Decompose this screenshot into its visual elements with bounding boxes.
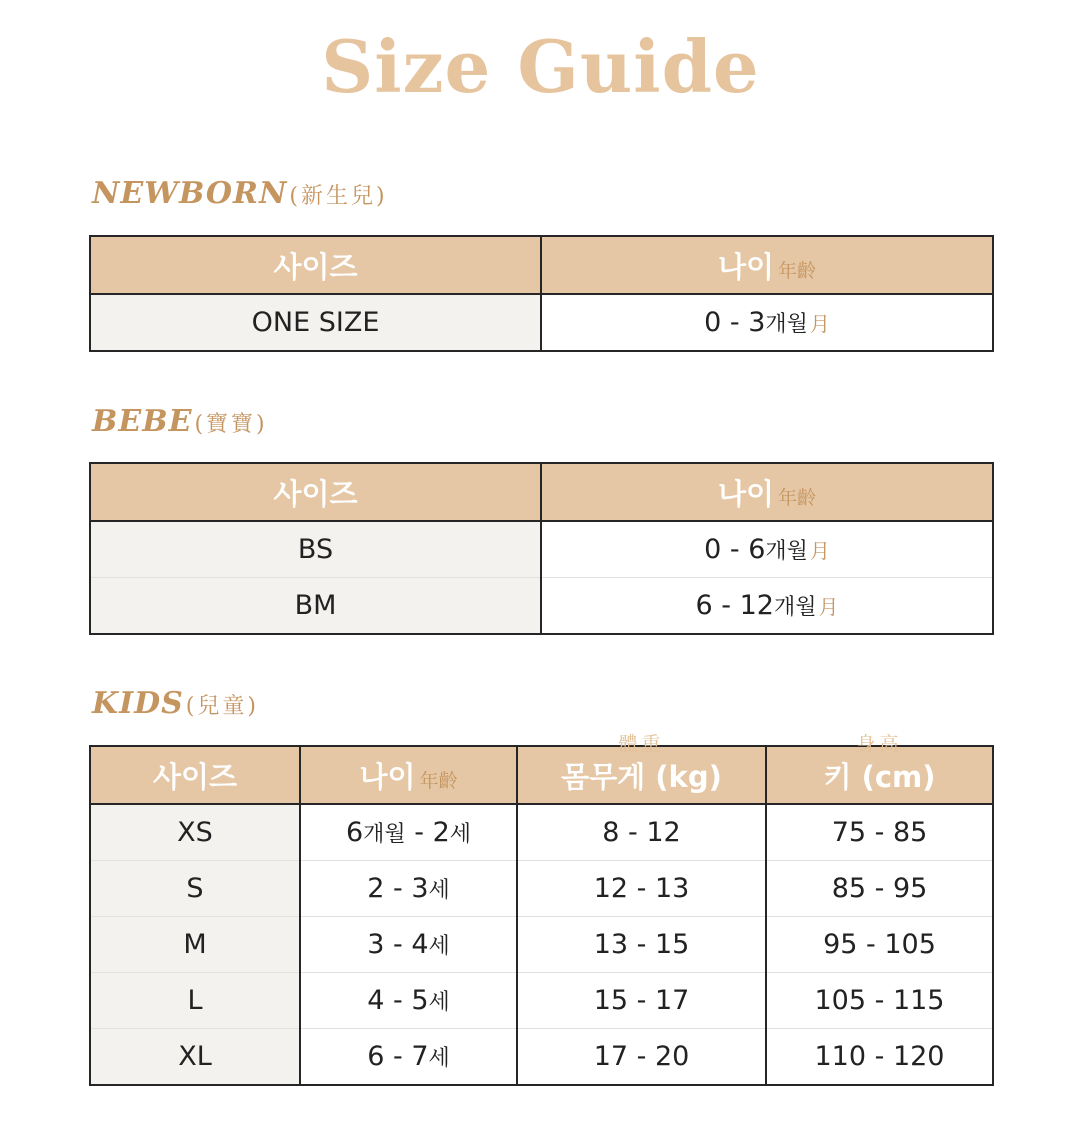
table-header-row (90, 236, 993, 294)
age-cell: 6 - 12개월 月 (541, 578, 993, 635)
table-row (90, 578, 993, 635)
size-cell: BS (90, 521, 541, 578)
weight-cell: 17 - 20 (517, 1029, 766, 1086)
age-cell: 2 - 3세 (300, 861, 517, 917)
weight-cell: 13 - 15 (517, 917, 766, 973)
bebe-title: BEBE (92, 404, 193, 439)
header-height: 身高 키 (cm) (766, 746, 993, 804)
table-row (90, 917, 993, 973)
age-cell: 0 - 6개월 月 (541, 521, 993, 578)
height-cell: 105 - 115 (766, 973, 993, 1029)
header-age: 나이 年齡 (541, 236, 993, 294)
header-age: 나이 年齡 (300, 746, 517, 804)
bebe-section-title (92, 404, 268, 439)
size-cell: S (90, 861, 300, 917)
newborn-title-han: (新生兒) (289, 184, 388, 209)
age-cell: 6 - 7세 (300, 1029, 517, 1086)
table-header-row (90, 746, 993, 804)
height-cell: 110 - 120 (766, 1029, 993, 1086)
age-cell: 0 - 3개월 月 (541, 294, 993, 351)
height-cell: 75 - 85 (766, 804, 993, 861)
table-row (90, 861, 993, 917)
size-cell: BM (90, 578, 541, 635)
newborn-title: NEWBORN (92, 176, 288, 211)
kids-title: KIDS (92, 686, 184, 721)
age-cell: 3 - 4세 (300, 917, 517, 973)
kids-section-title (92, 686, 259, 721)
page-title: Size Guide (321, 24, 760, 109)
newborn-size-table (89, 235, 994, 352)
kids-title-han: (兒童) (185, 694, 259, 719)
height-cell: 85 - 95 (766, 861, 993, 917)
height-han-label: 身高 (856, 733, 903, 755)
size-cell: L (90, 973, 300, 1029)
age-cell: 6개월 - 2세 (300, 804, 517, 861)
header-size: 사이즈 (90, 746, 300, 804)
weight-cell: 8 - 12 (517, 804, 766, 861)
table-row (90, 521, 993, 578)
bebe-size-table (89, 462, 994, 635)
weight-han-label: 體重 (618, 733, 665, 755)
header-size: 사이즈 (90, 463, 541, 521)
age-cell: 4 - 5세 (300, 973, 517, 1029)
header-age: 나이 年齡 (541, 463, 993, 521)
table-header-row (90, 463, 993, 521)
size-cell: ONE SIZE (90, 294, 541, 351)
kids-size-table (89, 733, 994, 1086)
size-cell: XL (90, 1029, 300, 1086)
weight-cell: 12 - 13 (517, 861, 766, 917)
table-row (90, 1029, 993, 1086)
table-row (90, 294, 993, 351)
table-row (90, 804, 993, 861)
header-size: 사이즈 (90, 236, 541, 294)
size-cell: M (90, 917, 300, 973)
weight-cell: 15 - 17 (517, 973, 766, 1029)
table-row (90, 973, 993, 1029)
bebe-title-han: (寶寶) (194, 412, 268, 437)
header-weight: 體重 몸무게 (kg) (517, 746, 766, 804)
height-cell: 95 - 105 (766, 917, 993, 973)
newborn-section-title (92, 176, 388, 211)
size-cell: XS (90, 804, 300, 861)
